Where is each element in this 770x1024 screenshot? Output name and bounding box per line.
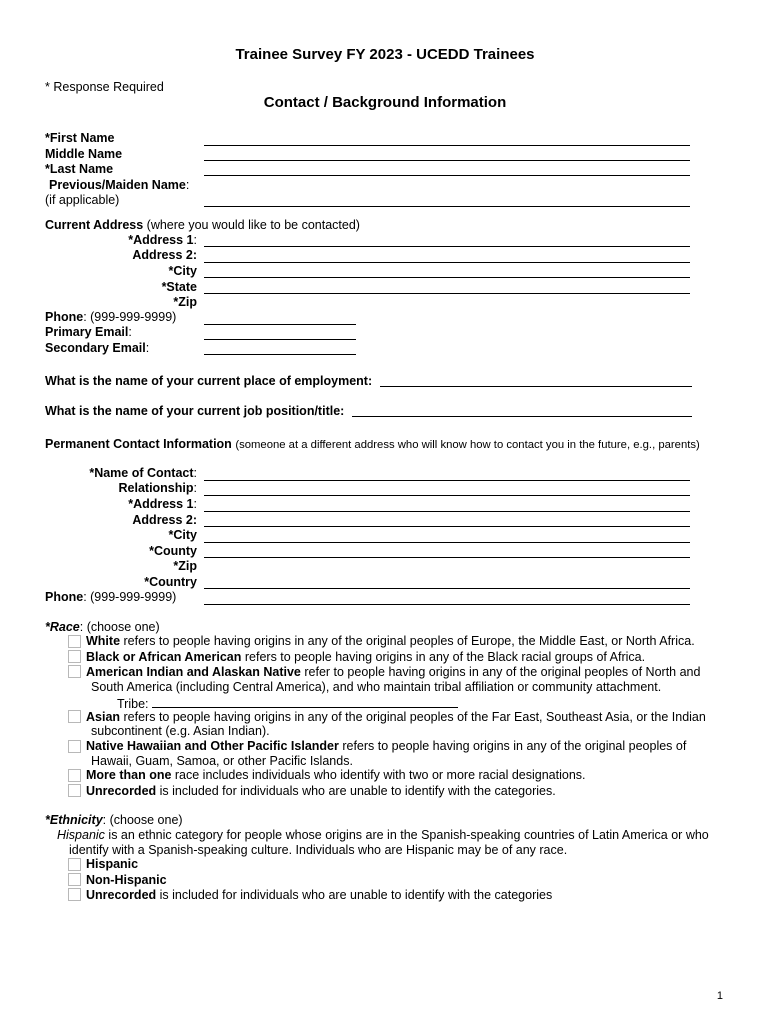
- ethnicity-heading: *Ethnicity: (choose one): [45, 813, 183, 827]
- last-name-field[interactable]: [204, 175, 690, 176]
- contact-address1-label: *Address 1:: [128, 497, 197, 511]
- race-white-checkbox[interactable]: [68, 635, 81, 648]
- contact-city-label: *City: [168, 528, 197, 542]
- first-name-field[interactable]: [204, 145, 690, 146]
- relationship-label: Relationship:: [118, 481, 197, 495]
- job-title-field[interactable]: [352, 416, 692, 417]
- employment-place-field[interactable]: [380, 386, 692, 387]
- contact-country-label: *Country: [144, 575, 197, 589]
- contact-county-field[interactable]: [204, 557, 690, 558]
- race-pacific-islander-continued: Hawaii, Guam, Samoa, or other Pacific Islands.: [91, 754, 353, 768]
- permanent-contact-heading: Permanent Contact Information (someone at a different address who will know how to contact you in the future, e.g., parents): [45, 437, 700, 451]
- ethnicity-non-hispanic-checkbox[interactable]: [68, 873, 81, 886]
- secondary-email-label: Secondary Email:: [45, 341, 150, 355]
- race-asian-checkbox[interactable]: [68, 710, 81, 723]
- current-address-heading: Current Address (where you would like to be contacted): [45, 218, 360, 232]
- race-american-indian-checkbox[interactable]: [68, 665, 81, 678]
- contact-city-field[interactable]: [204, 542, 690, 543]
- relationship-field[interactable]: [204, 495, 690, 496]
- race-black-checkbox[interactable]: [68, 650, 81, 663]
- race-heading: *Race: (choose one): [45, 620, 160, 634]
- race-black-option: Black or African American refers to people having origins in any of the Black racial groups of Africa.: [86, 650, 646, 664]
- response-required-note: * Response Required: [45, 80, 164, 94]
- page-number: 1: [716, 990, 723, 1002]
- contact-country-field[interactable]: [204, 588, 690, 589]
- job-title-label: What is the name of your current job position/title:: [45, 404, 345, 418]
- race-more-than-one-checkbox[interactable]: [68, 769, 81, 782]
- hispanic-definition: Hispanic is an ethnic category for people whose origins are in the Spanish-speaking countries of Latin America or who: [57, 828, 709, 842]
- contact-phone-label: Phone: (999-999-9999): [45, 590, 177, 604]
- race-more-than-one-option: More than one race includes individuals who identify with two or more racial designations.: [86, 768, 586, 782]
- race-american-indian-option: American Indian and Alaskan Native refer to people having origins in any of the original peoples of North and: [86, 665, 701, 679]
- last-name-label: *Last Name: [45, 162, 114, 176]
- hispanic-definition-continued: identify with a Spanish-speaking culture. Individuals who are Hispanic may be of any race.: [69, 843, 568, 857]
- race-unrecorded-option: Unrecorded is included for individuals who are unable to identify with the categories.: [86, 784, 556, 798]
- primary-email-field[interactable]: [204, 339, 356, 340]
- ethnicity-unrecorded-option: Unrecorded is included for individuals who are unable to identify with the categories: [86, 888, 553, 902]
- contact-address1-field[interactable]: [204, 511, 690, 512]
- phone-field[interactable]: [204, 324, 356, 325]
- contact-zip-label: *Zip: [173, 559, 197, 573]
- address2-label: Address 2:: [132, 248, 197, 262]
- race-pacific-islander-checkbox[interactable]: [68, 740, 81, 753]
- race-white-option: White refers to people having origins in any of the original peoples of Europe, the Middle East, or North Africa.: [86, 634, 695, 648]
- contact-phone-field[interactable]: [204, 604, 690, 605]
- phone-label: Phone: (999-999-9999): [45, 310, 177, 324]
- address1-field[interactable]: [204, 246, 690, 247]
- middle-name-label: Middle Name: [45, 147, 123, 161]
- ethnicity-non-hispanic-option: Non-Hispanic: [86, 873, 167, 887]
- race-pacific-islander-option: Native Hawaiian and Other Pacific Islander refers to people having origins in any of the original peoples of: [86, 739, 687, 753]
- tribe-field[interactable]: [152, 695, 458, 708]
- race-asian-option: Asian refers to people having origins in any of the original peoples of the Far East, Southeast Asia, or the Indian: [86, 710, 706, 724]
- middle-name-field[interactable]: [204, 160, 690, 161]
- secondary-email-field[interactable]: [204, 354, 356, 355]
- previous-name-field[interactable]: [204, 206, 690, 207]
- ethnicity-hispanic-checkbox[interactable]: [68, 858, 81, 871]
- race-american-indian-continued: South America (including Central America), and who maintain tribal affiliation or community attachment.: [91, 680, 662, 694]
- ethnicity-unrecorded-checkbox[interactable]: [68, 888, 81, 901]
- primary-email-label: Primary Email:: [45, 325, 132, 339]
- contact-address2-label: Address 2:: [132, 513, 197, 527]
- previous-name-label: Previous/Maiden Name:: [49, 178, 190, 192]
- section-title: Contact / Background Information: [263, 94, 507, 111]
- first-name-label: *First Name: [45, 131, 115, 145]
- address2-field[interactable]: [204, 262, 690, 263]
- tribe-label: Tribe:: [117, 695, 458, 713]
- zip-label: *Zip: [173, 295, 197, 309]
- contact-name-label: *Name of Contact:: [89, 466, 197, 480]
- city-label: *City: [168, 264, 197, 278]
- race-unrecorded-checkbox[interactable]: [68, 784, 81, 797]
- ethnicity-hispanic-option: Hispanic: [86, 857, 139, 871]
- employment-place-label: What is the name of your current place of employment:: [45, 374, 373, 388]
- race-asian-continued: subcontinent (e.g. Asian Indian).: [91, 724, 270, 738]
- contact-county-label: *County: [149, 544, 197, 558]
- survey-title: Trainee Survey FY 2023 - UCEDD Trainees: [235, 46, 535, 63]
- state-label: *State: [161, 280, 197, 294]
- state-field[interactable]: [204, 293, 690, 294]
- city-field[interactable]: [204, 277, 690, 278]
- previous-name-note: (if applicable): [45, 193, 120, 207]
- contact-address2-field[interactable]: [204, 526, 690, 527]
- contact-name-field[interactable]: [204, 480, 690, 481]
- address1-label: *Address 1:: [128, 233, 197, 247]
